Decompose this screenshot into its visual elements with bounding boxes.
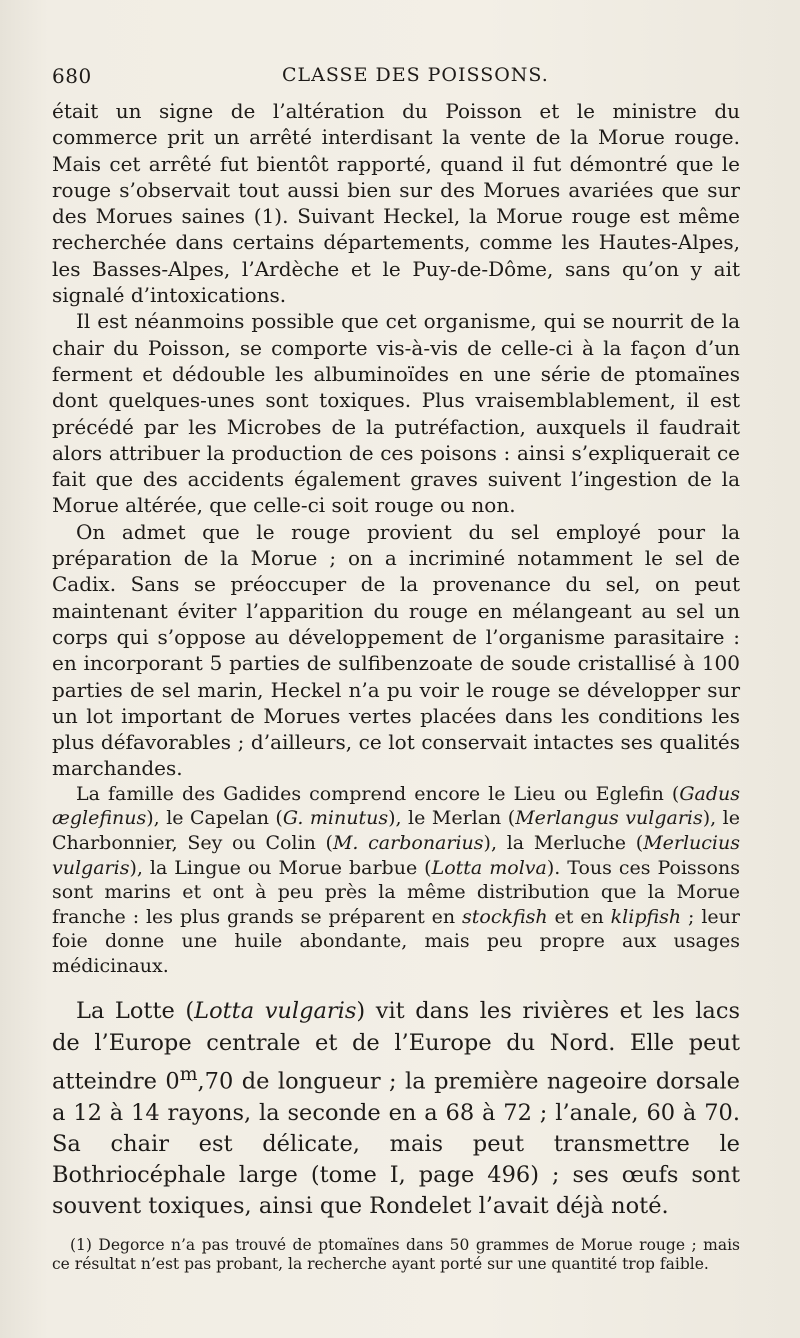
body-text	[52, 98, 740, 978]
term-stockfish: stockfish	[462, 905, 548, 928]
paragraph-morue-rouge: était un signe de l’altération du Poisson et le ministre du commerce prit un arrêté interdisant la vente de la Morue rouge. Mais cet arrêté fut bientôt rapporté, quand il fut démontré que le rouge s’observait tout aussi bien sur des Morues avariées que sur des Morues saines (1). Suivant Heckel, la Morue rouge est même recherchée dans certains départements, comme les Hautes-Alpes, les Basses-Alpes, l’Ardèche et le Puy-de-Dôme, sans qu’on y ait signalé d’intoxications.	[52, 99, 740, 308]
footnote-text: (1) Degorce n’a pas trouvé de ptomaïnes dans 50 grammes de Morue rouge ; mais ce résultat n’est pas probant, la recherche ayant porté sur une quantité trop faible.	[52, 1236, 740, 1274]
page-number: 680	[52, 64, 92, 88]
paragraph-organisme: Il est néanmoins possible que cet organisme, qui se nourrit de la chair du Poisson, se comporte vis-à-vis de celle-ci à la façon d’un ferment et dédouble les albuminoïdes en une série de ptomaïnes dont quelques-unes sont toxiques. Plus vraisemblablement, il est précédé par les Microbes de la putréfaction, auxquels il faudrait alors attribuer la production de ces poisons : ainsi s’expliquerait ce fait que des accidents également graves suivent l’ingestion de la Morue altérée, que celle-ci soit rouge ou non.	[52, 309, 740, 518]
term-klipfish: klipfish	[610, 905, 682, 928]
species-name: G. minutus	[282, 807, 389, 830]
species-name: Lotta molva	[431, 856, 547, 879]
species-name: Lotta vulgaris	[194, 998, 357, 1025]
running-title: CLASSE DES POISSONS.	[282, 64, 549, 86]
species-name: M. carbonarius	[332, 831, 484, 854]
species-name: Gadus æglefinus	[52, 782, 740, 830]
running-head	[52, 64, 740, 98]
lotte-section	[52, 996, 740, 1222]
paragraph-lotte: La Lotte (Lotta vulgaris) vit dans les rivières et les lacs de l’Europe centrale et de l’Europe du Nord. Elle peut atteindre 0$^m$,70 de longueur ; la première nageoire dorsale a 12 à 14 rayons, la seconde en a 68 à 72 ; l’anale, 60 à 70. Sa chair est délicate, mais peut transmettre le Bothriocéphale large (tome I, page 496) ; ses œufs sont souvent toxiques, ainsi que Rondelet l’avait déjà noté.	[52, 998, 740, 1220]
paragraph-sel: On admet que le rouge provient du sel employé pour la préparation de la Morue ; on a incriminé notamment le sel de Cadix. Sans se préoccuper de la provenance du sel, on peut maintenant éviter l’apparition du rouge en mélangeant au sel un corps qui s’oppose au développement de l’organisme parasitaire : en incorporant 5 parties de sulfibenzoate de soude cristallisé à 100 parties de sel marin, Heckel n’a pu voir le rouge se développer sur un lot important de Morues vertes placées dans les conditions les plus défavorables ; d’ailleurs, ce lot conservait intactes ses qualités marchandes.	[52, 519, 740, 781]
paragraph-gadides: La famille des Gadides comprend encore le Lieu ou Eglefin (Gadus æglefinus), le Capelan (G. minutus), le Merlan (Merlangus vulgaris), le Charbonnier, Sey ou Colin (M. carbonarius), la Merluche (Merlucius vulgaris), la Lingue ou Morue barbue (Lotta molva). Tous ces Poissons sont marins et ont à peu près la même distribution que la Morue franche : les plus grands se préparent en stockfish et en klipfish ; leur foie donne une huile abondante, mais peu propre aux usages médicinaux.	[52, 782, 741, 977]
footnote	[52, 1236, 740, 1274]
species-name: Merlangus vulgaris	[515, 807, 703, 830]
species-name: Merlucius vulgaris	[52, 831, 740, 879]
unit-superscript: m	[179, 1063, 198, 1085]
